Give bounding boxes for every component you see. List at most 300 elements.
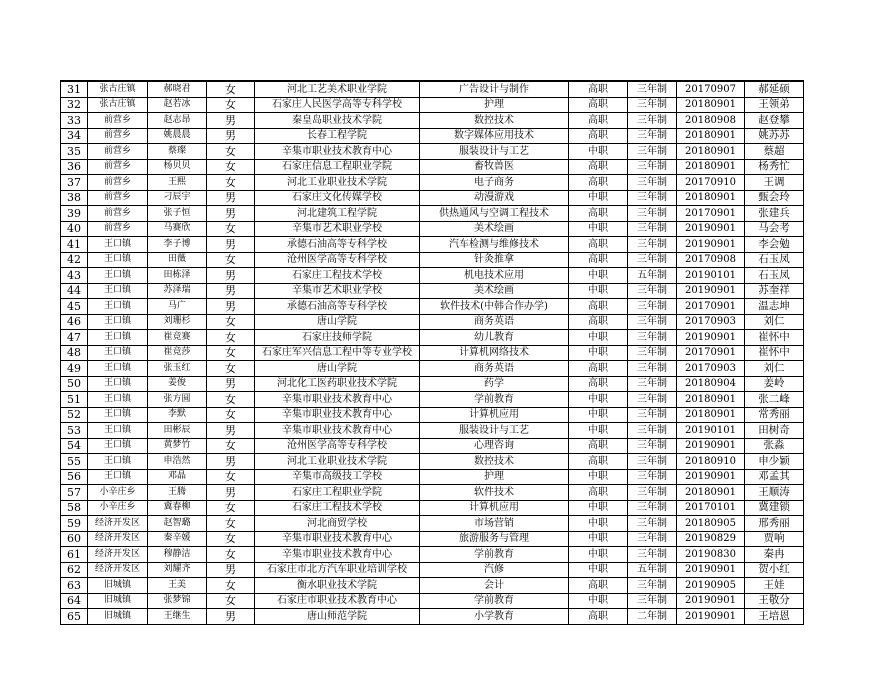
enroll-date-cell[interactable]: 20190901	[677, 593, 745, 609]
guardian-cell[interactable]: 赵登攀	[745, 113, 804, 129]
town-cell[interactable]: 前营乡	[88, 221, 148, 237]
duration-cell[interactable]: 二年制	[628, 609, 677, 625]
town-cell[interactable]: 王口镇	[88, 407, 148, 423]
gender-cell[interactable]: 女	[207, 407, 255, 423]
student-name-cell[interactable]: 张梦锦	[148, 593, 207, 609]
school-cell[interactable]: 河北工业职业技术学院	[255, 175, 420, 191]
row-number-cell[interactable]: 42	[61, 252, 88, 268]
enroll-date-cell[interactable]: 20170901	[677, 206, 745, 222]
gender-cell[interactable]: 男	[207, 454, 255, 470]
row-number-cell[interactable]: 53	[61, 423, 88, 439]
row-number-cell[interactable]: 50	[61, 376, 88, 392]
town-cell[interactable]: 旧城镇	[88, 609, 148, 625]
level-cell[interactable]: 高职	[569, 237, 628, 253]
level-cell[interactable]: 中职	[569, 407, 628, 423]
row-number-cell[interactable]: 43	[61, 268, 88, 284]
major-cell[interactable]: 计算机网络技术	[420, 345, 569, 361]
town-cell[interactable]: 旧城镇	[88, 593, 148, 609]
guardian-cell[interactable]: 王调	[745, 175, 804, 191]
duration-cell[interactable]: 三年制	[628, 97, 677, 113]
row-number-cell[interactable]: 39	[61, 206, 88, 222]
major-cell[interactable]: 动漫游戏	[420, 190, 569, 206]
gender-cell[interactable]: 女	[207, 593, 255, 609]
town-cell[interactable]: 小辛庄乡	[88, 485, 148, 501]
student-name-cell[interactable]: 马广	[148, 299, 207, 315]
major-cell[interactable]: 计算机应用	[420, 407, 569, 423]
gender-cell[interactable]: 男	[207, 268, 255, 284]
student-name-cell[interactable]: 姜俊	[148, 376, 207, 392]
gender-cell[interactable]: 男	[207, 283, 255, 299]
guardian-cell[interactable]: 王领弟	[745, 97, 804, 113]
town-cell[interactable]: 王口镇	[88, 299, 148, 315]
town-cell[interactable]: 前营乡	[88, 206, 148, 222]
student-name-cell[interactable]: 黄梦竹	[148, 438, 207, 454]
guardian-cell[interactable]: 刘仁	[745, 314, 804, 330]
enroll-date-cell[interactable]: 20180901	[677, 128, 745, 144]
duration-cell[interactable]: 三年制	[628, 531, 677, 547]
gender-cell[interactable]: 女	[207, 330, 255, 346]
school-cell[interactable]: 石家庄文化传媒学校	[255, 190, 420, 206]
major-cell[interactable]: 服装设计与工艺	[420, 423, 569, 439]
school-cell[interactable]: 唐山学院	[255, 361, 420, 377]
enroll-date-cell[interactable]: 20180901	[677, 159, 745, 175]
level-cell[interactable]: 中职	[569, 283, 628, 299]
gender-cell[interactable]: 女	[207, 438, 255, 454]
duration-cell[interactable]: 三年制	[628, 438, 677, 454]
gender-cell[interactable]: 男	[207, 376, 255, 392]
level-cell[interactable]: 中职	[569, 392, 628, 408]
duration-cell[interactable]: 三年制	[628, 190, 677, 206]
row-number-cell[interactable]: 52	[61, 407, 88, 423]
town-cell[interactable]: 前营乡	[88, 113, 148, 129]
student-name-cell[interactable]: 王美	[148, 578, 207, 594]
enroll-date-cell[interactable]: 20170101	[677, 500, 745, 516]
level-cell[interactable]: 高职	[569, 609, 628, 625]
school-cell[interactable]: 辛集市艺术职业学校	[255, 221, 420, 237]
duration-cell[interactable]: 三年制	[628, 469, 677, 485]
row-number-cell[interactable]: 60	[61, 531, 88, 547]
school-cell[interactable]: 石家庄市职业技术教育中心	[255, 593, 420, 609]
student-name-cell[interactable]: 蔡璨	[148, 144, 207, 160]
enroll-date-cell[interactable]: 20180910	[677, 454, 745, 470]
student-name-cell[interactable]: 冀春柳	[148, 500, 207, 516]
level-cell[interactable]: 中职	[569, 547, 628, 563]
level-cell[interactable]: 中职	[569, 593, 628, 609]
level-cell[interactable]: 高职	[569, 299, 628, 315]
guardian-cell[interactable]: 张淼	[745, 438, 804, 454]
guardian-cell[interactable]: 王培恩	[745, 609, 804, 625]
gender-cell[interactable]: 男	[207, 423, 255, 439]
student-name-cell[interactable]: 马赛欣	[148, 221, 207, 237]
student-name-cell[interactable]: 穆静洁	[148, 547, 207, 563]
duration-cell[interactable]: 三年制	[628, 500, 677, 516]
gender-cell[interactable]: 女	[207, 516, 255, 532]
enroll-date-cell[interactable]: 20170903	[677, 361, 745, 377]
student-name-cell[interactable]: 王继生	[148, 609, 207, 625]
guardian-cell[interactable]: 刘仁	[745, 361, 804, 377]
row-number-cell[interactable]: 35	[61, 144, 88, 160]
school-cell[interactable]: 辛集市职业技术教育中心	[255, 423, 420, 439]
row-number-cell[interactable]: 64	[61, 593, 88, 609]
major-cell[interactable]: 软件技术(中韩合作办学)	[420, 299, 569, 315]
row-number-cell[interactable]: 33	[61, 113, 88, 129]
enroll-date-cell[interactable]: 20180901	[677, 407, 745, 423]
major-cell[interactable]: 数控技术	[420, 454, 569, 470]
row-number-cell[interactable]: 57	[61, 485, 88, 501]
school-cell[interactable]: 承德石油高等专科学校	[255, 237, 420, 253]
school-cell[interactable]: 石家庄军兴信息工程中等专业学校	[255, 345, 420, 361]
level-cell[interactable]: 高职	[569, 485, 628, 501]
gender-cell[interactable]: 男	[207, 128, 255, 144]
student-name-cell[interactable]: 姚晨晨	[148, 128, 207, 144]
town-cell[interactable]: 前营乡	[88, 144, 148, 160]
row-number-cell[interactable]: 56	[61, 469, 88, 485]
row-number-cell[interactable]: 32	[61, 97, 88, 113]
guardian-cell[interactable]: 温志坤	[745, 299, 804, 315]
student-name-cell[interactable]: 赵志昂	[148, 113, 207, 129]
major-cell[interactable]: 护理	[420, 469, 569, 485]
gender-cell[interactable]: 女	[207, 345, 255, 361]
school-cell[interactable]: 河北工业职业技术学院	[255, 454, 420, 470]
gender-cell[interactable]: 男	[207, 609, 255, 625]
guardian-cell[interactable]: 邢秀丽	[745, 516, 804, 532]
school-cell[interactable]: 河北商贸学校	[255, 516, 420, 532]
row-number-cell[interactable]: 40	[61, 221, 88, 237]
level-cell[interactable]: 高职	[569, 159, 628, 175]
guardian-cell[interactable]: 冀建锁	[745, 500, 804, 516]
row-number-cell[interactable]: 58	[61, 500, 88, 516]
duration-cell[interactable]: 三年制	[628, 81, 677, 97]
student-name-cell[interactable]: 王腾	[148, 485, 207, 501]
school-cell[interactable]: 沧州医学高等专科学校	[255, 438, 420, 454]
level-cell[interactable]: 中职	[569, 330, 628, 346]
guardian-cell[interactable]: 马会考	[745, 221, 804, 237]
major-cell[interactable]: 广告设计与制作	[420, 81, 569, 97]
student-name-cell[interactable]: 赵智璐	[148, 516, 207, 532]
gender-cell[interactable]: 女	[207, 469, 255, 485]
level-cell[interactable]: 高职	[569, 206, 628, 222]
town-cell[interactable]: 王口镇	[88, 330, 148, 346]
guardian-cell[interactable]: 郝延硕	[745, 81, 804, 97]
town-cell[interactable]: 前营乡	[88, 190, 148, 206]
major-cell[interactable]: 商务英语	[420, 361, 569, 377]
gender-cell[interactable]: 女	[207, 361, 255, 377]
school-cell[interactable]: 辛集市职业技术教育中心	[255, 392, 420, 408]
guardian-cell[interactable]: 田树奇	[745, 423, 804, 439]
row-number-cell[interactable]: 38	[61, 190, 88, 206]
duration-cell[interactable]: 三年制	[628, 175, 677, 191]
duration-cell[interactable]: 三年制	[628, 361, 677, 377]
student-name-cell[interactable]: 刘珊杉	[148, 314, 207, 330]
school-cell[interactable]: 承德石油高等专科学校	[255, 299, 420, 315]
school-cell[interactable]: 石家庄信息工程职业学院	[255, 159, 420, 175]
major-cell[interactable]: 学前教育	[420, 547, 569, 563]
row-number-cell[interactable]: 47	[61, 330, 88, 346]
student-name-cell[interactable]: 刘耀齐	[148, 562, 207, 578]
town-cell[interactable]: 张古庄镇	[88, 97, 148, 113]
enroll-date-cell[interactable]: 20180901	[677, 97, 745, 113]
guardian-cell[interactable]: 贾响	[745, 531, 804, 547]
town-cell[interactable]: 小辛庄乡	[88, 500, 148, 516]
gender-cell[interactable]: 男	[207, 206, 255, 222]
row-number-cell[interactable]: 44	[61, 283, 88, 299]
gender-cell[interactable]: 男	[207, 237, 255, 253]
enroll-date-cell[interactable]: 20170901	[677, 345, 745, 361]
town-cell[interactable]: 王口镇	[88, 392, 148, 408]
enroll-date-cell[interactable]: 20180901	[677, 392, 745, 408]
duration-cell[interactable]: 三年制	[628, 299, 677, 315]
major-cell[interactable]: 机电技术应用	[420, 268, 569, 284]
town-cell[interactable]: 王口镇	[88, 361, 148, 377]
gender-cell[interactable]: 女	[207, 500, 255, 516]
row-number-cell[interactable]: 62	[61, 562, 88, 578]
level-cell[interactable]: 高职	[569, 81, 628, 97]
guardian-cell[interactable]: 常秀丽	[745, 407, 804, 423]
town-cell[interactable]: 经济开发区	[88, 547, 148, 563]
duration-cell[interactable]: 三年制	[628, 376, 677, 392]
guardian-cell[interactable]: 石玉凤	[745, 268, 804, 284]
town-cell[interactable]: 王口镇	[88, 345, 148, 361]
major-cell[interactable]: 美术绘画	[420, 221, 569, 237]
major-cell[interactable]: 畜牧兽医	[420, 159, 569, 175]
guardian-cell[interactable]: 姜岭	[745, 376, 804, 392]
school-cell[interactable]: 唐山学院	[255, 314, 420, 330]
row-number-cell[interactable]: 54	[61, 438, 88, 454]
student-name-cell[interactable]: 李子博	[148, 237, 207, 253]
student-name-cell[interactable]: 张玉红	[148, 361, 207, 377]
school-cell[interactable]: 辛集市职业技术教育中心	[255, 407, 420, 423]
student-name-cell[interactable]: 田薇	[148, 252, 207, 268]
major-cell[interactable]: 数字媒体应用技术	[420, 128, 569, 144]
gender-cell[interactable]: 女	[207, 175, 255, 191]
town-cell[interactable]: 王口镇	[88, 438, 148, 454]
guardian-cell[interactable]: 王顺涛	[745, 485, 804, 501]
level-cell[interactable]: 高职	[569, 128, 628, 144]
duration-cell[interactable]: 三年制	[628, 237, 677, 253]
school-cell[interactable]: 河北化工医药职业技术学院	[255, 376, 420, 392]
major-cell[interactable]: 旅游服务与管理	[420, 531, 569, 547]
row-number-cell[interactable]: 49	[61, 361, 88, 377]
student-name-cell[interactable]: 田彬辰	[148, 423, 207, 439]
enroll-date-cell[interactable]: 20190901	[677, 330, 745, 346]
level-cell[interactable]: 中职	[569, 268, 628, 284]
enroll-date-cell[interactable]: 20170908	[677, 252, 745, 268]
town-cell[interactable]: 王口镇	[88, 454, 148, 470]
enroll-date-cell[interactable]: 20190901	[677, 438, 745, 454]
level-cell[interactable]: 高职	[569, 175, 628, 191]
duration-cell[interactable]: 三年制	[628, 392, 677, 408]
student-name-cell[interactable]: 刁辰宇	[148, 190, 207, 206]
student-name-cell[interactable]: 李默	[148, 407, 207, 423]
guardian-cell[interactable]: 杨秀忙	[745, 159, 804, 175]
row-number-cell[interactable]: 48	[61, 345, 88, 361]
guardian-cell[interactable]: 贺小红	[745, 562, 804, 578]
student-name-cell[interactable]: 杨贝贝	[148, 159, 207, 175]
major-cell[interactable]: 美术绘画	[420, 283, 569, 299]
guardian-cell[interactable]: 石玉凤	[745, 252, 804, 268]
school-cell[interactable]: 石家庄人民医学高等专科学校	[255, 97, 420, 113]
level-cell[interactable]: 高职	[569, 578, 628, 594]
enroll-date-cell[interactable]: 20180904	[677, 376, 745, 392]
guardian-cell[interactable]: 苏奎祥	[745, 283, 804, 299]
gender-cell[interactable]: 男	[207, 190, 255, 206]
level-cell[interactable]: 中职	[569, 562, 628, 578]
level-cell[interactable]: 中职	[569, 500, 628, 516]
level-cell[interactable]: 中职	[569, 516, 628, 532]
gender-cell[interactable]: 男	[207, 299, 255, 315]
school-cell[interactable]: 辛集市艺术职业学校	[255, 283, 420, 299]
level-cell[interactable]: 高职	[569, 376, 628, 392]
row-number-cell[interactable]: 59	[61, 516, 88, 532]
duration-cell[interactable]: 三年制	[628, 128, 677, 144]
duration-cell[interactable]: 三年制	[628, 221, 677, 237]
duration-cell[interactable]: 三年制	[628, 407, 677, 423]
school-cell[interactable]: 长春工程学院	[255, 128, 420, 144]
student-name-cell[interactable]: 赵若冰	[148, 97, 207, 113]
level-cell[interactable]: 高职	[569, 97, 628, 113]
major-cell[interactable]: 学前教育	[420, 392, 569, 408]
gender-cell[interactable]: 女	[207, 221, 255, 237]
duration-cell[interactable]: 三年制	[628, 485, 677, 501]
enroll-date-cell[interactable]: 20190901	[677, 221, 745, 237]
town-cell[interactable]: 前营乡	[88, 128, 148, 144]
school-cell[interactable]: 辛集市职业技术教育中心	[255, 144, 420, 160]
row-number-cell[interactable]: 63	[61, 578, 88, 594]
school-cell[interactable]: 衡水职业技术学院	[255, 578, 420, 594]
major-cell[interactable]: 汽修	[420, 562, 569, 578]
town-cell[interactable]: 王口镇	[88, 237, 148, 253]
gender-cell[interactable]: 女	[207, 531, 255, 547]
gender-cell[interactable]: 女	[207, 97, 255, 113]
town-cell[interactable]: 王口镇	[88, 423, 148, 439]
level-cell[interactable]: 中职	[569, 469, 628, 485]
major-cell[interactable]: 服装设计与工艺	[420, 144, 569, 160]
enroll-date-cell[interactable]: 20190901	[677, 237, 745, 253]
guardian-cell[interactable]: 姚苏苏	[745, 128, 804, 144]
row-number-cell[interactable]: 31	[61, 81, 88, 97]
major-cell[interactable]: 会计	[420, 578, 569, 594]
major-cell[interactable]: 心理咨询	[420, 438, 569, 454]
duration-cell[interactable]: 三年制	[628, 345, 677, 361]
duration-cell[interactable]: 三年制	[628, 516, 677, 532]
duration-cell[interactable]: 三年制	[628, 454, 677, 470]
town-cell[interactable]: 王口镇	[88, 252, 148, 268]
gender-cell[interactable]: 女	[207, 547, 255, 563]
duration-cell[interactable]: 三年制	[628, 252, 677, 268]
level-cell[interactable]: 中职	[569, 345, 628, 361]
major-cell[interactable]: 电子商务	[420, 175, 569, 191]
town-cell[interactable]: 经济开发区	[88, 516, 148, 532]
guardian-cell[interactable]: 张二峰	[745, 392, 804, 408]
major-cell[interactable]: 护理	[420, 97, 569, 113]
town-cell[interactable]: 王口镇	[88, 283, 148, 299]
duration-cell[interactable]: 三年制	[628, 330, 677, 346]
enroll-date-cell[interactable]: 20180908	[677, 113, 745, 129]
duration-cell[interactable]: 三年制	[628, 159, 677, 175]
duration-cell[interactable]: 三年制	[628, 144, 677, 160]
enroll-date-cell[interactable]: 20190101	[677, 423, 745, 439]
gender-cell[interactable]: 女	[207, 314, 255, 330]
level-cell[interactable]: 中职	[569, 531, 628, 547]
school-cell[interactable]: 辛集市高级技工学校	[255, 469, 420, 485]
enroll-date-cell[interactable]: 20190901	[677, 283, 745, 299]
duration-cell[interactable]: 五年制	[628, 562, 677, 578]
town-cell[interactable]: 王口镇	[88, 376, 148, 392]
row-number-cell[interactable]: 65	[61, 609, 88, 625]
gender-cell[interactable]: 男	[207, 562, 255, 578]
guardian-cell[interactable]: 王敬分	[745, 593, 804, 609]
town-cell[interactable]: 前营乡	[88, 159, 148, 175]
enroll-date-cell[interactable]: 20190901	[677, 609, 745, 625]
major-cell[interactable]: 小学教育	[420, 609, 569, 625]
student-name-cell[interactable]: 田栋泽	[148, 268, 207, 284]
enroll-date-cell[interactable]: 20190901	[677, 562, 745, 578]
gender-cell[interactable]: 女	[207, 81, 255, 97]
major-cell[interactable]: 计算机应用	[420, 500, 569, 516]
school-cell[interactable]: 石家庄技师学院	[255, 330, 420, 346]
row-number-cell[interactable]: 41	[61, 237, 88, 253]
town-cell[interactable]: 王口镇	[88, 314, 148, 330]
gender-cell[interactable]: 女	[207, 144, 255, 160]
gender-cell[interactable]: 女	[207, 392, 255, 408]
duration-cell[interactable]: 三年制	[628, 314, 677, 330]
duration-cell[interactable]: 三年制	[628, 113, 677, 129]
town-cell[interactable]: 经济开发区	[88, 562, 148, 578]
student-name-cell[interactable]: 张子恒	[148, 206, 207, 222]
guardian-cell[interactable]: 崔怀中	[745, 345, 804, 361]
major-cell[interactable]: 商务英语	[420, 314, 569, 330]
guardian-cell[interactable]: 李会勉	[745, 237, 804, 253]
enroll-date-cell[interactable]: 20190905	[677, 578, 745, 594]
row-number-cell[interactable]: 37	[61, 175, 88, 191]
enroll-date-cell[interactable]: 20180901	[677, 190, 745, 206]
student-name-cell[interactable]: 王熙	[148, 175, 207, 191]
row-number-cell[interactable]: 46	[61, 314, 88, 330]
level-cell[interactable]: 高职	[569, 113, 628, 129]
duration-cell[interactable]: 三年制	[628, 547, 677, 563]
enroll-date-cell[interactable]: 20190829	[677, 531, 745, 547]
enroll-date-cell[interactable]: 20190830	[677, 547, 745, 563]
guardian-cell[interactable]: 秦冉	[745, 547, 804, 563]
duration-cell[interactable]: 三年制	[628, 206, 677, 222]
enroll-date-cell[interactable]: 20190101	[677, 268, 745, 284]
level-cell[interactable]: 高职	[569, 361, 628, 377]
row-number-cell[interactable]: 61	[61, 547, 88, 563]
row-number-cell[interactable]: 36	[61, 159, 88, 175]
duration-cell[interactable]: 五年制	[628, 268, 677, 284]
enroll-date-cell[interactable]: 20170907	[677, 81, 745, 97]
row-number-cell[interactable]: 34	[61, 128, 88, 144]
school-cell[interactable]: 沧州医学高等专科学校	[255, 252, 420, 268]
level-cell[interactable]: 高职	[569, 314, 628, 330]
level-cell[interactable]: 高职	[569, 252, 628, 268]
row-number-cell[interactable]: 55	[61, 454, 88, 470]
enroll-date-cell[interactable]: 20170901	[677, 299, 745, 315]
gender-cell[interactable]: 女	[207, 252, 255, 268]
enroll-date-cell[interactable]: 20170903	[677, 314, 745, 330]
level-cell[interactable]: 高职	[569, 438, 628, 454]
gender-cell[interactable]: 男	[207, 485, 255, 501]
school-cell[interactable]: 辛集市职业技术教育中心	[255, 531, 420, 547]
school-cell[interactable]: 河北建筑工程学院	[255, 206, 420, 222]
guardian-cell[interactable]: 申少颖	[745, 454, 804, 470]
school-cell[interactable]: 石家庄市北方汽车职业培训学校	[255, 562, 420, 578]
student-name-cell[interactable]: 崔竞莎	[148, 345, 207, 361]
school-cell[interactable]: 石家庄工程职业学院	[255, 485, 420, 501]
level-cell[interactable]: 中职	[569, 144, 628, 160]
school-cell[interactable]: 石家庄工程技术学校	[255, 268, 420, 284]
town-cell[interactable]: 旧城镇	[88, 578, 148, 594]
